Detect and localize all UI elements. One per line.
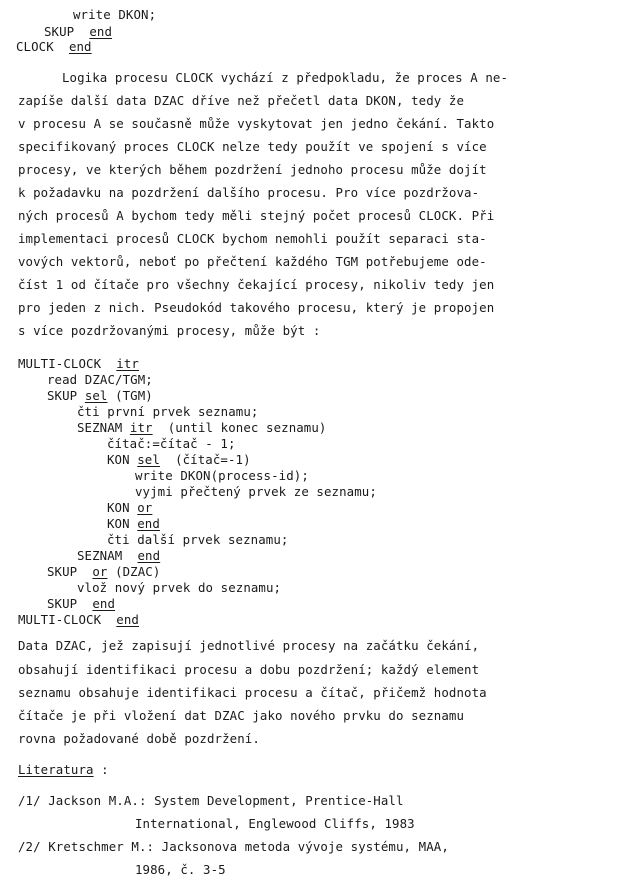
code-line — [77, 548, 160, 564]
paragraph1-line: procesy, ve kterých během pozdržení jednoho procesu může dojít — [18, 162, 487, 177]
code-operator: or — [137, 500, 153, 515]
code-condition: (DZAC) — [115, 564, 161, 579]
paragraph1-line: vových vektorů, neboť po přečtení každého TGM potřebujeme ode- — [18, 254, 487, 269]
code-keyword: KON — [107, 516, 130, 531]
literature-heading-colon: : — [101, 762, 109, 777]
code-keyword: MULTI-CLOCK — [18, 612, 102, 627]
literature-heading — [18, 762, 109, 778]
code-keyword: KON — [107, 500, 130, 515]
code-line — [107, 516, 160, 532]
code-keyword: SKUP — [47, 564, 78, 579]
paragraph1-line: k požadavku na pozdržení dalšího procesu. Pro více pozdržova- — [18, 185, 480, 200]
code-line: vyjmi přečtený prvek ze seznamu; — [135, 484, 377, 499]
code-line — [107, 452, 251, 468]
paragraph2-line: čítače je při vložení dat DZAC jako nového prvku do seznamu — [18, 708, 465, 723]
code-condition: (until konec seznamu) — [167, 420, 327, 435]
code-keyword: SEZNAM — [77, 420, 123, 435]
paragraph1-line: v procesu A se současně může vyskytovat jen jedno čekání. Takto — [18, 116, 495, 131]
code-keyword: KON — [107, 452, 130, 467]
paragraph1-line: ných procesů A bychom tedy měli stejný počet procesů CLOCK. Při — [18, 208, 495, 223]
code-line: čti první prvek seznamu; — [77, 404, 259, 419]
code-operator: end — [116, 612, 139, 627]
code-line — [47, 388, 153, 404]
paragraph1-line: zapíše další data DZAC dříve než přečetl data DKON, tedy že — [18, 93, 465, 108]
code-operator: end — [137, 516, 160, 531]
code-condition: (čítač=-1) — [175, 452, 251, 467]
reference-1-cont: International, Englewood Cliffs, 1983 — [135, 816, 415, 831]
paragraph1-line: specifikovaný proces CLOCK nelze tedy použít ve spojení s více — [18, 139, 487, 154]
paragraph2-line: seznamu obsahuje identifikaci procesu a čítač, přičemž hodnota — [18, 685, 487, 700]
code-line-write-dkon: write DKON; — [73, 7, 157, 22]
code-line — [18, 612, 139, 628]
paragraph1-line: Logika procesu CLOCK vychází z předpokladu, že proces A ne- — [62, 70, 509, 85]
code-line — [107, 500, 152, 516]
paragraph1-line: pro jeden z nich. Pseudokód takového procesu, který je propojen — [18, 300, 495, 315]
code-line — [77, 420, 327, 436]
code-operator: itr — [129, 420, 153, 435]
code-line: čti další prvek seznamu; — [107, 532, 289, 547]
paragraph1-line: s více pozdržovanými procesy, může být : — [18, 323, 321, 338]
reference-2: /2/ Kretschmer M.: Jacksonova metoda vývoje systému, MAA, — [18, 839, 449, 854]
code-operator: end — [68, 39, 92, 54]
code-line — [18, 356, 139, 372]
reference-2-cont: 1986, č. 3-5 — [135, 862, 226, 877]
code-line: write DKON(process-id); — [135, 468, 309, 483]
paragraph2-line: Data DZAC, jež zapisují jednotlivé procesy na začátku čekání, — [18, 638, 480, 653]
code-condition: (TGM) — [115, 388, 153, 403]
code-keyword: SKUP — [44, 24, 75, 39]
code-operator: end — [89, 24, 113, 39]
code-keyword: SKUP — [47, 596, 78, 611]
code-line — [47, 564, 160, 580]
paragraph2-line: obsahují identifikaci procesu a dobu pozdržení; každý element — [18, 662, 480, 677]
literature-heading-text: Literatura — [18, 762, 94, 777]
code-operator: sel — [137, 452, 160, 467]
code-line: read DZAC/TGM; — [47, 372, 153, 387]
code-line-clock-end — [16, 39, 92, 55]
code-operator: end — [92, 596, 116, 611]
code-keyword: MULTI-CLOCK — [18, 356, 102, 371]
code-operator: or — [92, 564, 108, 579]
code-operator: end — [137, 548, 161, 563]
paragraph1-line: implementaci procesů CLOCK bychom nemohli použít separaci sta- — [18, 231, 487, 246]
code-line: čítač:=čítač - 1; — [107, 436, 236, 451]
paragraph1-line: číst 1 od čítače pro všechny čekající procesy, nikoliv tedy jen — [18, 277, 495, 292]
code-keyword: SEZNAM — [77, 548, 123, 563]
code-operator: sel — [84, 388, 108, 403]
paragraph2-line: rovna požadované době pozdržení. — [18, 731, 260, 746]
code-keyword: SKUP — [47, 388, 78, 403]
code-keyword: CLOCK — [16, 39, 54, 54]
code-line: vlož nový prvek do seznamu; — [77, 580, 282, 595]
code-line — [47, 596, 115, 612]
reference-1: /1/ Jackson M.A.: System Development, Prentice-Hall — [18, 793, 404, 808]
code-line-skup-end — [44, 24, 112, 40]
code-operator: itr — [116, 356, 139, 371]
